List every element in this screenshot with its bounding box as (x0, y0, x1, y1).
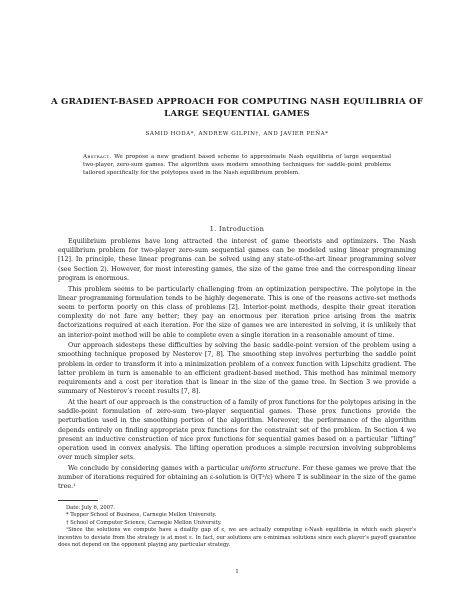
paragraph-text: We conclude by considering games with a particular (68, 464, 241, 472)
paragraph: This problem seems to be particularly challenging from an optimization perspective. The polytope in the linear programming formulation tends to be highly degenerate. This is one of the reasons active-set methods seem to perform poorly on this class of problems [2]. Interior-point methods, despite their great iteration complexity do not fare any better; they pay an enormous per iteration price arising from the matrix factorizations required at each iteration. For the size of games we are interested in solving, it is unlikely that an interior-point method will be able to complete even a single iteration in a reasonable amount of time. (58, 285, 416, 339)
author-list: SAMID HODA*, ANDREW GILPIN†, AND JAVIER PEÑA* (145, 131, 329, 137)
abstract-label: Abstract. (83, 154, 112, 160)
abstract (83, 153, 391, 177)
emphasis-text: uniform structure (240, 464, 299, 472)
footnote-date: Date: July 6, 2007. (66, 505, 115, 511)
footnote-divider (58, 500, 98, 501)
footnote: ¹Since the solutions we compute have a duality gap of ε, we are actually computing ε-Nash equilibria in which each player’s incentive to deviate from the strategy is at most ε. In fact, our solutions are ε-minimax solutions since each player’s payoff guarantee does not depend on the opponent playing any particular strategy. (58, 527, 416, 549)
paragraph: At the heart of our approach is the construction of a family of prox functions for the polytopes arising in the saddle-point formulation of zero-sum two-player sequential games. These prox functions provide the perturbation used in the smoothing portion of the algorithm. Moreover, the performance of the algorithm depends entirely on finding appropriate prox functions for the constraint set of the problem. In Section 4 we present an inductive construction of nice prox functions for sequential games based on a particular “lifting” operation used in convex analysis. The lifting operation produces a simple recursion involving subproblems over much simpler sets. (58, 398, 416, 462)
abstract-text: We propose a new gradient based scheme to approximate Nash equilibria of large sequential two-player, zero-sum games. The algorithm uses modern smoothing techniques for saddle-point problems tailored specifically for the polytopes used in the Nash equilibrium problem. (83, 154, 391, 176)
section-heading: 1. Introduction (209, 225, 265, 233)
paragraph (58, 464, 416, 492)
page-number: 1 (235, 569, 239, 575)
paragraph-text: . For these games we prove that the number of iterations required for obtaining an ε-solution is O(T²/ε) where T is sublinear in the size of the game tree.¹ (58, 464, 416, 491)
paper-title: A GRADIENT-BASED APPROACH FOR COMPUTING NASH EQUILIBRIA OF LARGE SEQUENTIAL GAMES (50, 97, 424, 119)
body-text (58, 237, 416, 491)
paragraph: Equilibrium problems have long attracted the interest of game theorists and optimizers. The Nash equilibrium problem for two-player zero-sum sequential games can be modeled using linear programming [12]. In principle, these linear programs can be solved using any state-of-the-art linear programming solver (see Section 2). However, for most interesting games, the size of the game tree and the corresponding linear program is enormous. (58, 238, 416, 282)
footnote-affiliation: † School of Computer Science, Carnegie Mellon University. (66, 519, 222, 526)
footnote-affiliation: * Tepper School of Business, Carnegie Mellon University. (66, 512, 217, 519)
paragraph: Our approach sidesteps these difficulties by solving the basic saddle-point version of the problem using a smoothing technique proposed by Nesterov [7, 8]. The smoothing step involves perturbing the saddle point problem in order to transform it into a minimization problem of a convex function with Lipschitz gradient. The latter problem in turn is amenable to an efficient gradient-based method. This method has minimal memory requirements and a cost per iteration that is linear in the size of the game tree. In Section 3 we provide a summary of Nesterov’s recent results [7, 8]. (58, 342, 416, 396)
footnotes (58, 505, 416, 549)
